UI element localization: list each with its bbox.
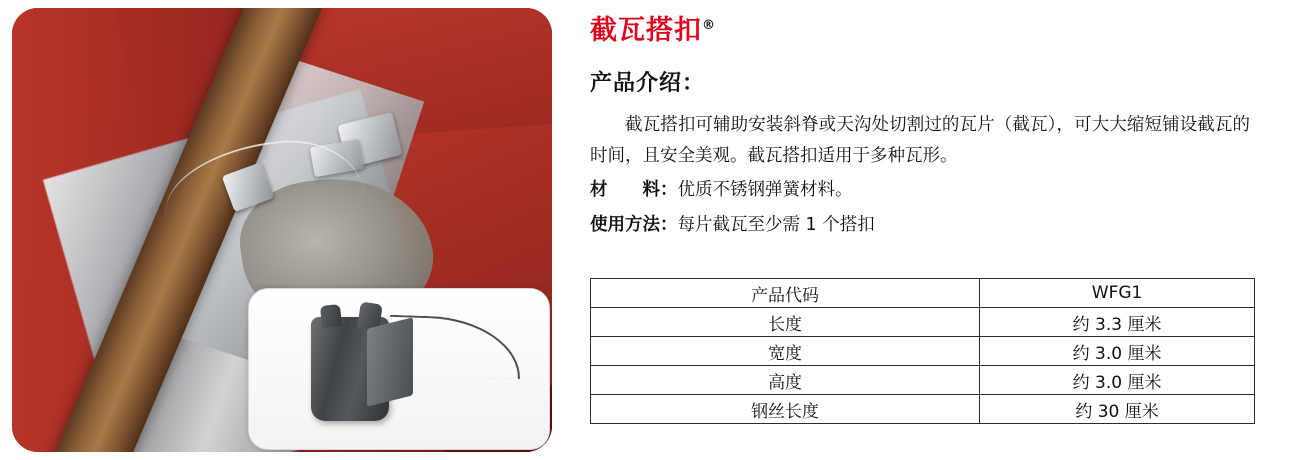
table-row [591, 279, 1255, 308]
specification-table [590, 278, 1255, 424]
spec-name-cell: 长度 [591, 308, 980, 337]
intro-paragraph: 截瓦搭扣可辅助安装斜脊或天沟处切割过的瓦片（截瓦），可大大缩短铺设截瓦的时间，且安全美观。截瓦搭扣适用于多种瓦形。 [590, 115, 1250, 166]
usage-label: 使用方法： [590, 215, 678, 235]
spec-value-cell: WFG1 [980, 279, 1255, 308]
page-title [590, 8, 716, 47]
table-row [591, 337, 1255, 366]
usage-row [590, 211, 1250, 239]
spec-value-cell: 约 3.3 厘米 [980, 308, 1255, 337]
spec-value-cell: 约 3.0 厘米 [980, 366, 1255, 395]
page-title-text: 截瓦搭扣 [590, 15, 702, 46]
material-row [590, 176, 1250, 204]
spec-value-cell: 约 3.0 厘米 [980, 337, 1255, 366]
table-row [591, 366, 1255, 395]
usage-value: 每片截瓦至少需 1 个搭扣 [677, 215, 875, 235]
material-label: 材 料： [590, 180, 678, 200]
specification-table-body [591, 279, 1255, 424]
spec-name-cell: 钢丝长度 [591, 395, 980, 424]
inset-product-closeup [248, 288, 550, 450]
registered-trademark-icon: ® [702, 18, 716, 33]
spec-name-cell: 产品代码 [591, 279, 980, 308]
spec-name-cell: 高度 [591, 366, 980, 395]
spec-value-cell: 约 30 厘米 [980, 395, 1255, 424]
material-value: 优质不锈钢弹簧材料。 [677, 180, 853, 200]
table-row [591, 395, 1255, 424]
content-column [590, 0, 1280, 460]
main-product-photo [12, 8, 552, 452]
table-row [591, 308, 1255, 337]
spec-name-cell: 宽度 [591, 337, 980, 366]
intro-heading: 产品介绍： [590, 71, 706, 96]
